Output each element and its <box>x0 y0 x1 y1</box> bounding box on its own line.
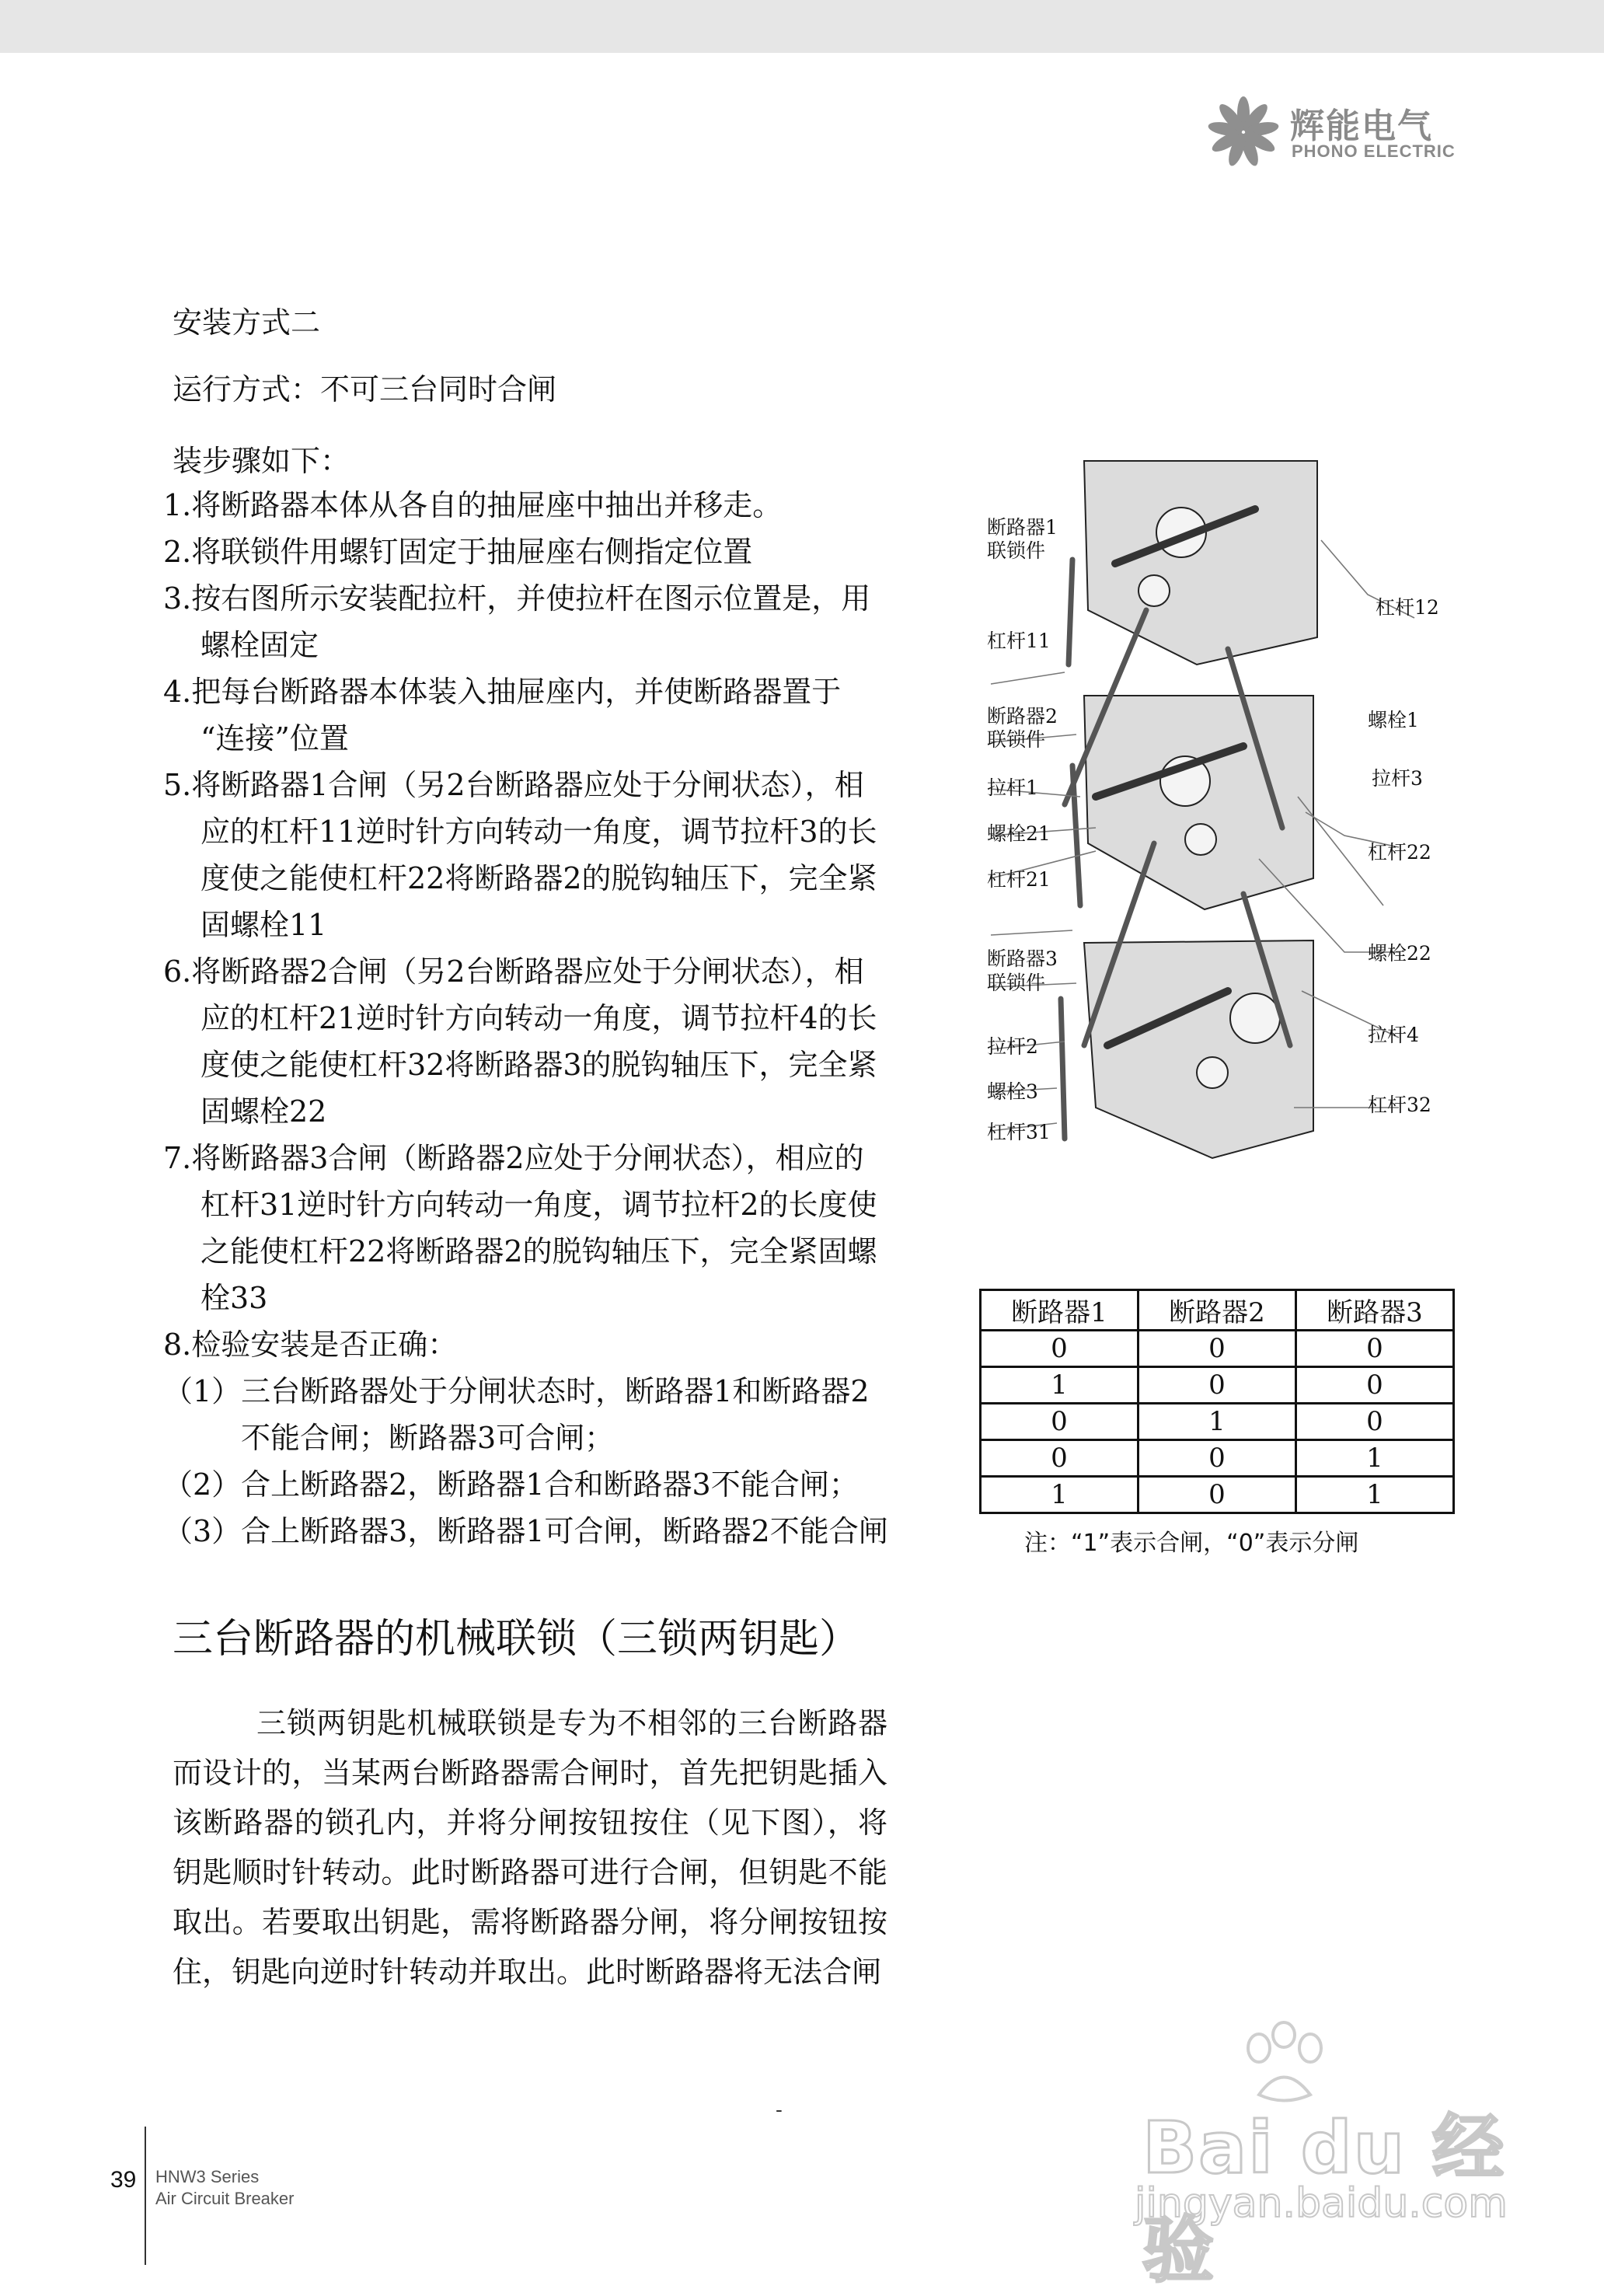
lever22-label: 杠杆22 <box>1368 841 1431 864</box>
table-row <box>981 1404 1454 1440</box>
table-cell: 1 <box>981 1477 1138 1513</box>
step-line: （1）三台断路器处于分闸状态时，断路器1和断路器2 <box>163 1374 870 1408</box>
table-cell: 0 <box>1296 1331 1454 1367</box>
table-cell: 0 <box>1138 1331 1296 1367</box>
rod3-label: 拉杆3 <box>1372 767 1423 790</box>
operation-mode-heading: 运行方式：不可三台同时合闸 <box>173 372 557 407</box>
watermark-brand: Bai du 经验 <box>1142 2106 1506 2292</box>
brand-flower-icon <box>1205 92 1282 169</box>
top-band <box>0 0 1604 53</box>
breaker2-label: 断路器2 <box>987 705 1058 728</box>
table-header-row <box>981 1290 1454 1331</box>
bolt3-label: 螺栓3 <box>987 1080 1038 1103</box>
breaker1-label: 断路器1 <box>987 516 1058 539</box>
step-line: 5.将断路器1合闸（另2台断路器应处于分闸状态），相 <box>163 768 864 802</box>
breaker3-plate <box>1084 940 1313 1158</box>
rod4-label: 拉杆4 <box>1368 1024 1419 1046</box>
bolt1-label: 螺栓1 <box>1368 709 1419 731</box>
stray-mark: - <box>776 2099 783 2122</box>
step-line: 2.将联锁件用螺钉固定于抽屉座右侧指定位置 <box>163 535 753 569</box>
section-paragraph: 三锁两钥匙机械联锁是专为不相邻的三台断路器而设计的，当某两台断路器需合闸时，首先把钥匙插入该断路器的锁孔内，并将分闸按钮按住（见下图），将钥匙顺时针转动。此时断路器可进行合闸，但钥匙不能取出。若要取出钥匙，需将断路器分闸，将分闸按钮按住，钥匙向逆时针转动并取出。此时断路器将无法合闸 <box>173 1706 887 1989</box>
truth-table <box>979 1289 1455 1514</box>
table-note: 注：“1”表示合闸，“0”表示分闸 <box>1024 1530 1359 1557</box>
table-cell: 0 <box>981 1440 1138 1477</box>
col-breaker2: 断路器2 <box>1138 1290 1296 1331</box>
bolt22-label: 螺栓22 <box>1368 942 1431 965</box>
step-line: 杠杆31逆时针方向转动一角度，调节拉杆2的长度使 <box>200 1188 877 1222</box>
col-breaker1: 断路器1 <box>981 1290 1138 1331</box>
breaker3-interlock-label: 联锁件 <box>987 972 1046 994</box>
baidu-watermark <box>1111 2021 1531 2292</box>
table-cell: 1 <box>981 1367 1138 1404</box>
step-line: （2）合上断路器2，断路器1合和断路器3不能合闸； <box>163 1467 859 1502</box>
table-cell: 0 <box>1138 1367 1296 1404</box>
step-line: 固螺栓22 <box>200 1094 327 1129</box>
step-line: “连接”位置 <box>200 721 349 755</box>
step-line: 应的杠杆21逆时针方向转动一角度，调节拉杆4的长 <box>200 1001 877 1035</box>
install-method-heading: 安装方式二 <box>173 305 321 340</box>
lever31-label: 杠杆31 <box>987 1121 1051 1143</box>
footer-series: HNW3 Series <box>155 2167 260 2186</box>
step-line: 栓33 <box>200 1281 268 1315</box>
install-steps <box>163 482 940 1555</box>
step-line: 之能使杠杆22将断路器2的脱钩轴压下，完全紧固螺 <box>200 1234 877 1268</box>
table-cell: 0 <box>1138 1440 1296 1477</box>
table-cell: 1 <box>1296 1440 1454 1477</box>
col-breaker3: 断路器3 <box>1296 1290 1454 1331</box>
step-line: 3.按右图所示安装配拉杆，并使拉杆在图示位置是，用 <box>163 581 871 616</box>
step-line: 6.将断路器2合闸（另2台断路器应处于分闸状态），相 <box>163 954 864 989</box>
table-row <box>981 1440 1454 1477</box>
brand-name-cn: 辉能电气 <box>1290 106 1433 146</box>
brand-name-en: PHONO ELECTRIC <box>1292 141 1456 161</box>
step-line: 7.将断路器3合闸（断路器2应处于分闸状态），相应的 <box>163 1141 864 1175</box>
table-row <box>981 1331 1454 1367</box>
lever32-label: 杠杆32 <box>1368 1094 1431 1116</box>
lever21-label: 杠杆21 <box>987 868 1051 891</box>
table-row <box>981 1477 1454 1513</box>
lever11-label: 杠杆11 <box>987 630 1051 652</box>
step-line: 螺栓固定 <box>200 628 319 662</box>
breaker3-label: 断路器3 <box>987 947 1058 970</box>
table-row <box>981 1367 1454 1404</box>
table-cell: 1 <box>1296 1477 1454 1513</box>
table-cell: 0 <box>1138 1477 1296 1513</box>
step-line: （3）合上断路器3，断路器1可合闸，断路器2不能合闸 <box>163 1514 888 1548</box>
steps-heading: 装步骤如下： <box>173 444 350 478</box>
breaker2-interlock-label: 联锁件 <box>987 728 1046 751</box>
footer-divider <box>145 2127 146 2265</box>
step-line: 应的杠杆11逆时针方向转动一角度，调节拉杆3的长 <box>200 815 877 849</box>
table-cell: 0 <box>1296 1367 1454 1404</box>
brand-logo <box>1205 92 1484 169</box>
interlock-diagram <box>979 455 1461 1170</box>
table-cell: 0 <box>981 1404 1138 1440</box>
page-number: 39 <box>110 2167 137 2193</box>
table-cell: 0 <box>981 1331 1138 1367</box>
bolt21-label: 螺栓21 <box>987 822 1051 845</box>
rod2-label: 拉杆2 <box>987 1035 1038 1058</box>
step-line: 度使之能使杠杆22将断路器2的脱钩轴压下，完全紧 <box>200 861 877 895</box>
watermark-url: jingyan.baidu.com <box>1135 2180 1508 2227</box>
step-line: 不能合闸；断路器3可合闸； <box>241 1421 615 1455</box>
table-cell: 0 <box>1296 1404 1454 1440</box>
step-line: 8.检验安装是否正确： <box>163 1328 458 1362</box>
step-line: 1.将断路器本体从各自的抽屉座中抽出并移走。 <box>163 488 783 522</box>
step-line: 固螺栓11 <box>200 908 327 942</box>
lever12-label: 杠杆12 <box>1376 596 1439 619</box>
breaker1-interlock-label: 联锁件 <box>987 539 1046 562</box>
step-line: 度使之能使杠杆32将断路器3的脱钩轴压下，完全紧 <box>200 1048 877 1082</box>
footer-product: Air Circuit Breaker <box>155 2189 295 2208</box>
rod1-label: 拉杆1 <box>987 776 1038 799</box>
table-cell: 1 <box>1138 1404 1296 1440</box>
step-line: 4.把每台断路器本体装入抽屉座内，并使断路器置于 <box>163 675 842 709</box>
section-title: 三台断路器的机械联锁（三锁两钥匙） <box>173 1616 860 1663</box>
